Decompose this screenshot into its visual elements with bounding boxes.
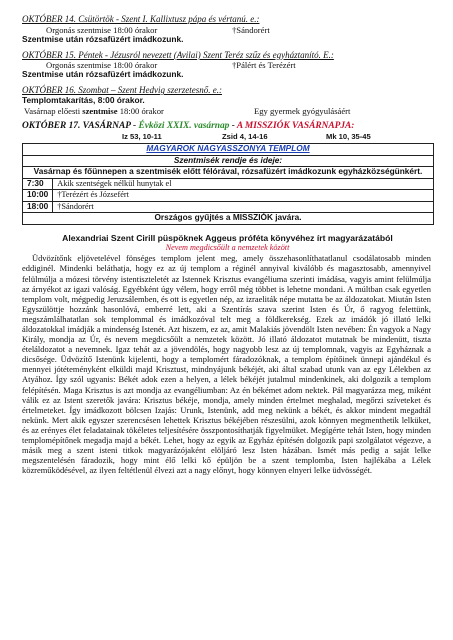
mass-label-bold: szentmise [82,105,118,116]
mass-time: 18:00 [23,201,53,213]
day-note: Szentmise után rózsafüzért imádkozunk. [22,33,184,44]
mass-intention: Akik szentségek nélkül hunytak el [53,178,434,190]
day-heading: OKTÓBER 16. Szombat – Szent Hedvig szerzetesnő. e.: [22,85,222,96]
reading-gospel: Mk 10, 35-45 [326,132,371,142]
reading-first: Iz 53, 10-11 [122,132,162,142]
mass-intention: †Terézért és Józsefért [53,190,434,202]
article-title: Alexandriai Szent Cirill püspöknek Aggeus próféta könyvéhez írt magyarázatából [62,232,393,243]
sunday-heading [22,121,433,132]
day-oct15 [22,50,433,81]
mass-row [22,106,433,116]
day-oct14 [22,14,433,45]
mass-label-prefix: Vasárnap előesti [24,105,81,116]
mass-intention: †Pálért és Terézért [232,60,296,71]
church-title: MAGYAROK NAGYASSZONYA TEMPLOM [23,144,434,156]
mass-intention: †Sándorért [53,201,434,213]
sunday-liturgical-day: Évközi XXIX. vasárnap [138,120,230,131]
article-subtitle: Nevem megdicsőült a nemzetek között [165,242,290,252]
day-note: Templomtakarítás, 8:00 órakor. [22,94,145,105]
day-oct16 [22,85,433,116]
sunday-date: OKTÓBER 17. VASÁRNAP - [22,120,137,131]
mass-label-suffix: 18:00 órakor [119,105,164,116]
collection-note: Országos gyűjtés a MISSZIÓK javára. [23,213,434,225]
mass-schedule-table [22,143,434,225]
readings-row [22,133,433,142]
table-row [23,201,434,213]
table-row [23,178,434,190]
mass-time: 7:30 [23,178,53,190]
mass-intention: †Sándorért [232,24,270,35]
article-body [22,253,433,475]
sunday-dash: - [229,120,237,131]
church-subtitle: Szentmisék rendje és ideje: [23,155,434,167]
mass-intention: Egy gyermek gyógyulásáért [254,105,351,116]
mass-time: 10:00 [23,190,53,202]
rosary-note: Vasárnap és főünnepen a szentmisék előtt félórával, rózsafüzért imádkozunk egyházközségünkért. [23,167,434,179]
day-heading: OKTÓBER 15. Péntek - Jézusról nevezett (Avilai) Szent Teréz szűz és egyháztanító. E.: [22,49,334,60]
mass-time-text: Orgonás szentmise 18:00 órakor [46,24,158,35]
day-note: Szentmise után rózsafüzért imádkozunk. [22,69,184,80]
table-row [23,190,434,202]
mass-time-text: Orgonás szentmise 18:00 órakor [46,60,158,71]
day-heading: OKTÓBER 14. Csütörtök - Szent I. Kallixtusz pápa és vértanú. e.: [22,14,260,24]
reading-second: Zsid 4, 14-16 [222,132,268,142]
article-paragraph: Üdvözítőnk eljövetelével fönséges templom jelent meg, amely összehasonlíthatatlanul csodálatosabb minden eddiginél. Mindenki beláthatja, hogy ez az új templom a réginél annyival kiválóbb és magasztosabb, amennyivel felülmúlja a mózesi törvény istentiszteletét az Istennek Krisztus evangéliuma szerinti imádása, vagyis amint felülmúlja az árnyékot az igazi valóság. Egyébként úgy vélem, hogy erről még többet is lehetne mondani. A múltban csak egyetlen templom volt, mégpedig Jeruzsálemben, és ott is egyetlen nép, az izraeliták népe mutatta be az áldozatokat. Miután Isten Egyszülöttje hozzánk hasonlóvá, emberré lett, aki a Szentírás szava szerint Isten és Úr, ő ragyog felettünk, megszámlálhatatlan sok templommal és imádkozóval telt meg a földkerekség. Ezek az imádók jó illató lelki áldozatokkal imádják a mindenség Istenét. Azt hiszem, ez az, amit Malakiás jövendölt Isten nevében: Én vagyok a Nagy Király, mondja az Úr, és nevem megdicsőült a nemzetek között. Jó illató áldozatot mutatnak be mindenütt, tiszta ételáldozatot a nevemnek. Igaz tehát az a jövendölés, hogy nagyobb lesz az új templomnak, vagyis az Egyháznak a dicsősége. Üdvözítő Istenünk kijelenti, hogy a templomért fáradozóknak, a templom építőinek ünnepi ajándékul és mennyei jótéteményként elküldi majd Krisztust, mindnyájunk békéjét, aki által szabad utunk van az egy Lélekben az Atyához. Így szól ugyanis: Békét adok ezen a helyen, a lélek békéjét jutalmul mindenkinek, aki dolgozik a templom felépítésén. Maga Krisztus is azt mondja az evangéliumban: Az én békémet adom nektek. Pál magyarázza meg, miként válik ez az Istent szeretők javára: Krisztus békéje, mondja, amely minden értelmet meghalad, megőrzi szíveteket és értelmeteket. Így imádkozott bölcsen Izajás: Urunk, Istenünk, add meg nekünk a békét, és akkor mindent megadtál nekünk. Mert akik egyszer szerencsésen lehettek Krisztus békéjében részesülni, azok könnyen megmenthetik lelküket, és az erényes élet feladatainak tökéletes teljesítésére összpontosíthatják figyelmüket. Megígérte tehát Isten, hogy minden templomépítőnek megadja majd a békét. Lehet, hogy az egyik az Egyház építésén dolgozik papi szolgálatot végezve, a másik meg a szent isteni titkok magyarázójaként elöljáró lesz Isten házában. Ismét más pedig a saját lelke megszentelésén fáradozik, hogy mint élő lelki kő épüljön be a szent templomba, Isten hajlékába a Lélek közreműködésével, az ilyen feltétlenül élvezi azt a nagy előnyt, hogy könnyen elnyeri lelke üdvösségét. [22,253,431,476]
sunday-feast: A MISSZIÓK VASÁRNAPJA: [236,120,355,131]
mass-time-text [22,106,254,116]
